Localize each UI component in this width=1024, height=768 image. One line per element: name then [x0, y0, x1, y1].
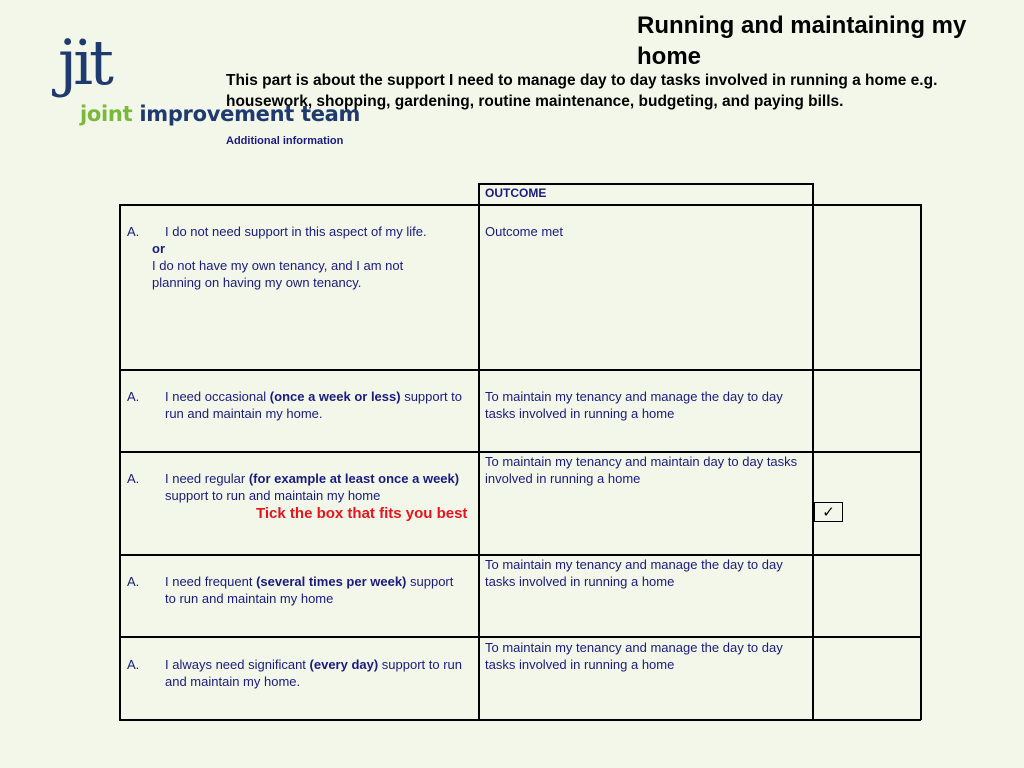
row-4-text [165, 573, 465, 607]
checkmark-icon: ✓ [822, 504, 835, 521]
row-3-bold: (for example at least once a week) [248, 471, 460, 486]
row-2-outcome: To maintain my tenancy and manage the day to day tasks involved in running a home [485, 389, 783, 421]
row-4-outcome: To maintain my tenancy and manage the day to day tasks involved in running a home [485, 557, 783, 589]
row-2-text [165, 388, 465, 422]
row-5-pre: I always need significant [165, 657, 310, 672]
selected-checkbox[interactable] [814, 502, 843, 522]
grid-line [119, 204, 121, 720]
table-row-1-description [127, 223, 472, 363]
logo-mark [58, 26, 110, 99]
table-row-5-description [127, 656, 472, 696]
row-letter: A. [127, 224, 140, 239]
row-3-pre: I need regular [165, 471, 249, 486]
tick-instruction: Tick the box that fits you best [256, 505, 468, 522]
row-5-outcome: To maintain my tenancy and manage the day to day tasks involved in running a home [485, 640, 783, 672]
row-letter: A. [127, 471, 140, 486]
outcome-header: OUTCOME [485, 186, 547, 200]
row-2-pre: I need occasional [165, 389, 270, 404]
grid-line [119, 204, 921, 206]
row-4-pre: I need frequent [165, 574, 257, 589]
logo-mark-text: jit [58, 26, 110, 99]
row-3-post: support to run and maintain my home [165, 488, 381, 503]
row-letter: A. [127, 389, 140, 404]
row-2-bold: (once a week or less) [269, 389, 401, 404]
grid-line [478, 183, 480, 720]
grid-line [119, 719, 921, 721]
table-row-4-description [127, 573, 472, 613]
grid-line [119, 369, 921, 371]
logo-name-part2: improvement team [139, 102, 361, 126]
intro-text: This part is about the support I need to manage day to day tasks involved in running a home e.g. housework, shopping, gardening, routine maintenance, budgeting, and paying bills. [226, 72, 938, 110]
logo-name-part1: joint [80, 102, 133, 126]
row-5-bold: (every day) [309, 657, 379, 672]
row-5-text [165, 656, 470, 690]
row-1-line1: I do not need support in this aspect of my life. [165, 224, 427, 239]
page-title: Running and maintaining my home [637, 12, 967, 70]
row-letter: A. [127, 574, 140, 589]
row-3-outcome: To maintain my tenancy and maintain day to day tasks involved in running a home [485, 454, 798, 486]
row-1-line2: I do not have my own tenancy, and I am not planning on having my own tenancy. [152, 258, 404, 290]
row-1-or: or [152, 241, 165, 256]
row-4-post: support to run and maintain my home [165, 574, 454, 606]
row-3-text [165, 470, 465, 504]
table-row-2-description [127, 388, 472, 448]
grid-line [812, 183, 814, 720]
row-5-post: support to run and maintain my home. [165, 657, 463, 689]
row-2-post: support to run and maintain my home. [165, 389, 463, 421]
additional-info-label: Additional information [226, 135, 344, 147]
grid-line [119, 636, 921, 638]
row-1-outcome: Outcome met [485, 224, 564, 239]
row-4-bold: (several times per week) [256, 574, 407, 589]
table-row-3-description [127, 470, 472, 510]
row-letter: A. [127, 657, 140, 672]
grid-line [920, 204, 922, 720]
